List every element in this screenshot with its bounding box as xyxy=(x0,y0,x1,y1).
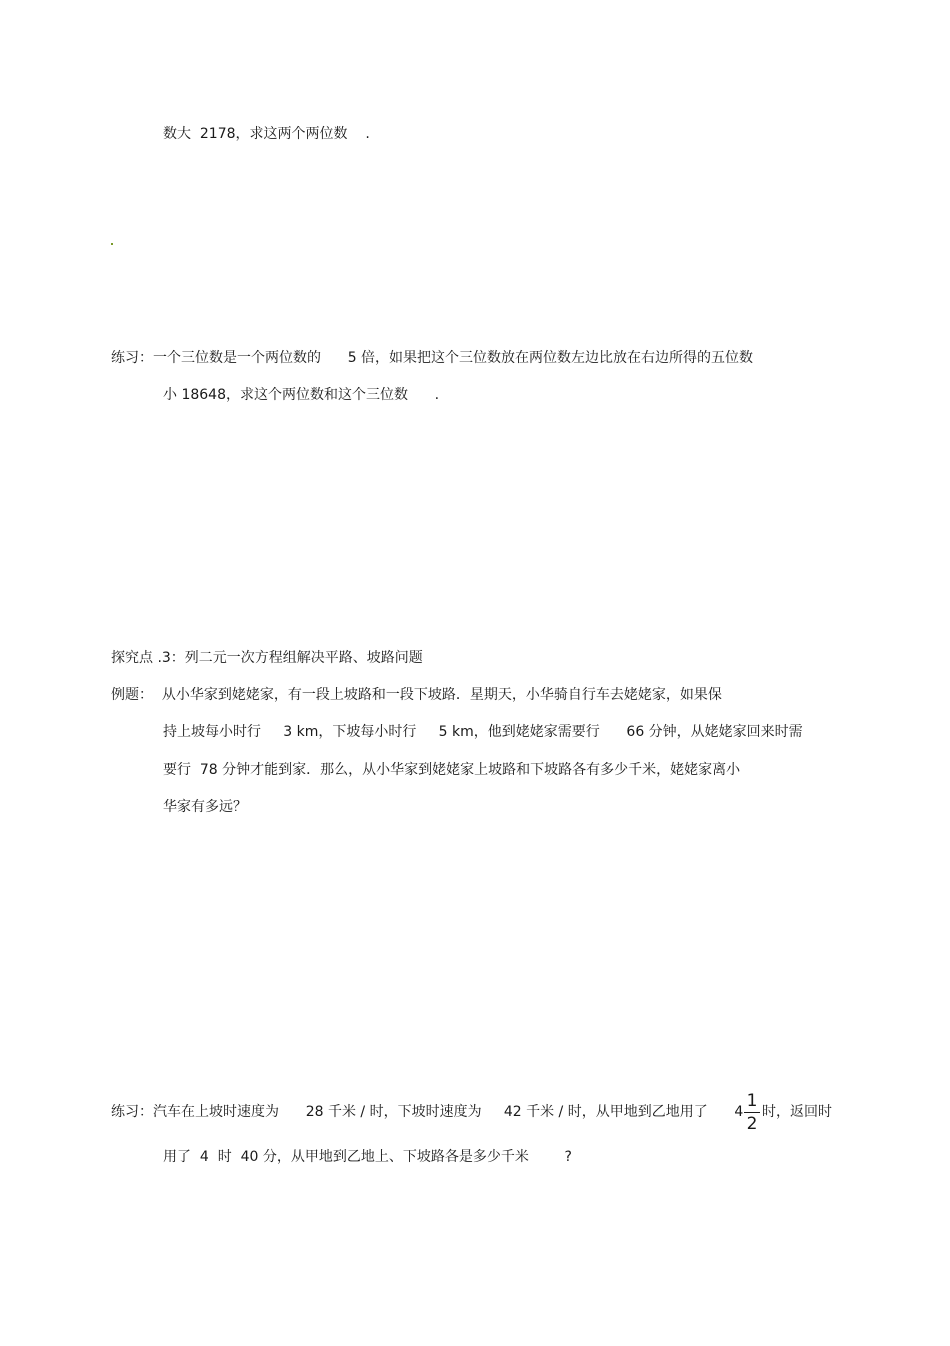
stray-dot-mark xyxy=(111,243,113,245)
practice2-line-1-part-2: 时，返回时 xyxy=(762,1104,832,1120)
intro-line-1: 数大 2178，求这两个两位数 . xyxy=(163,126,370,142)
example-line-4: 华家有多远？ xyxy=(163,799,247,815)
example-line-2: 持上坡每小时行 3 km，下坡每小时行 5 km，他到姥姥家需要行 66 分钟，从姥姥家回来时需 xyxy=(163,724,803,740)
practice1-line-2: 小 18648，求这个两位数和这个三位数 . xyxy=(163,387,440,403)
practice2-line-2: 用了 4 时 40 分，从甲地到乙地上、下坡路各是多少千米 ? xyxy=(163,1149,572,1165)
section3-heading: 探究点 .3：列二元一次方程组解决平路、坡路问题 xyxy=(111,650,423,666)
practice2-line-1-part-1: 练习：汽车在上坡时速度为 28 千米 / 时，下坡时速度为 42 千米 / 时，从甲地到乙地用了 4 xyxy=(111,1104,744,1120)
fraction-numerator: 1 xyxy=(746,1091,758,1111)
fraction-bar xyxy=(744,1112,760,1113)
example-line-3: 要行 78 分钟才能到家．那么，从小华家到姥姥家上坡路和下坡路各有多少千米，姥姥家离小 xyxy=(163,762,741,778)
practice1-line-1: 练习：一个三位数是一个两位数的 5 倍，如果把这个三位数放在两位数左边比放在右边所得的五位数 xyxy=(111,350,754,366)
example-line-1: 例题： 从小华家到姥姥家，有一段上坡路和一段下坡路．星期天，小华骑自行车去姥姥家，如果保 xyxy=(111,687,722,703)
fraction-denominator: 2 xyxy=(746,1114,758,1134)
mixed-number-fraction xyxy=(744,1091,760,1134)
